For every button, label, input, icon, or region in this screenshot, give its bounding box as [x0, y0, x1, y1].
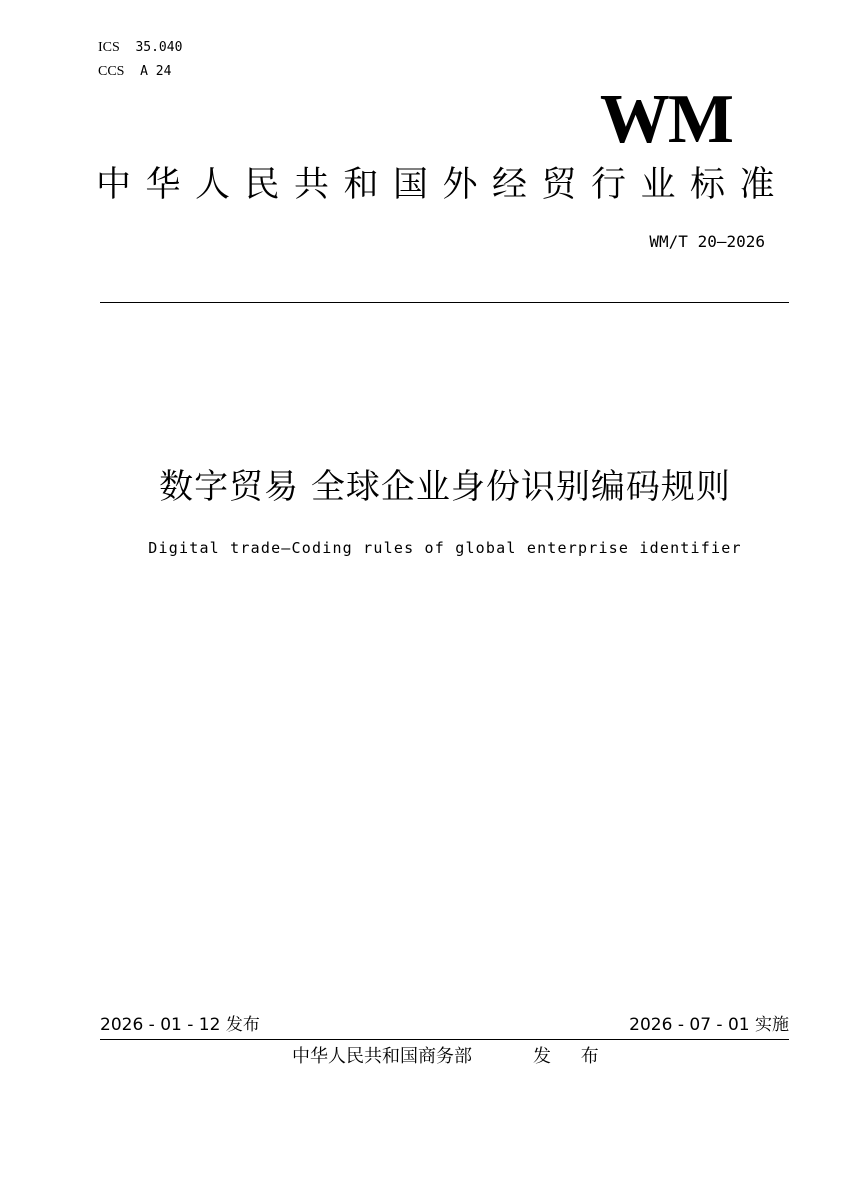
document-title-english: Digital trade—Coding rules of global enterprise identifier	[148, 539, 742, 557]
bottom-divider	[100, 1039, 789, 1040]
top-divider	[100, 302, 789, 303]
standard-number: WM/T 20—2026	[649, 232, 765, 251]
ics-code	[98, 40, 182, 56]
ics-value: 35.040	[135, 40, 183, 55]
ccs-label: CCS	[98, 64, 125, 79]
ccs-code	[98, 64, 171, 80]
ccs-value: A 24	[140, 64, 172, 79]
ics-label: ICS	[98, 40, 120, 55]
implementation-date: 2026 - 07 - 01 实施	[629, 1015, 789, 1035]
wm-logo: WM	[599, 81, 732, 158]
issue-date: 2026 - 01 - 12 发布	[100, 1015, 260, 1035]
issue-label: 发 布	[533, 1046, 611, 1067]
document-title-chinese: 数字贸易 全球企业身份识别编码规则	[159, 467, 731, 507]
standard-type-heading: 中华人民共和国外经贸行业标准	[96, 165, 790, 205]
issuing-authority: 中华人民共和国商务部	[292, 1046, 472, 1067]
